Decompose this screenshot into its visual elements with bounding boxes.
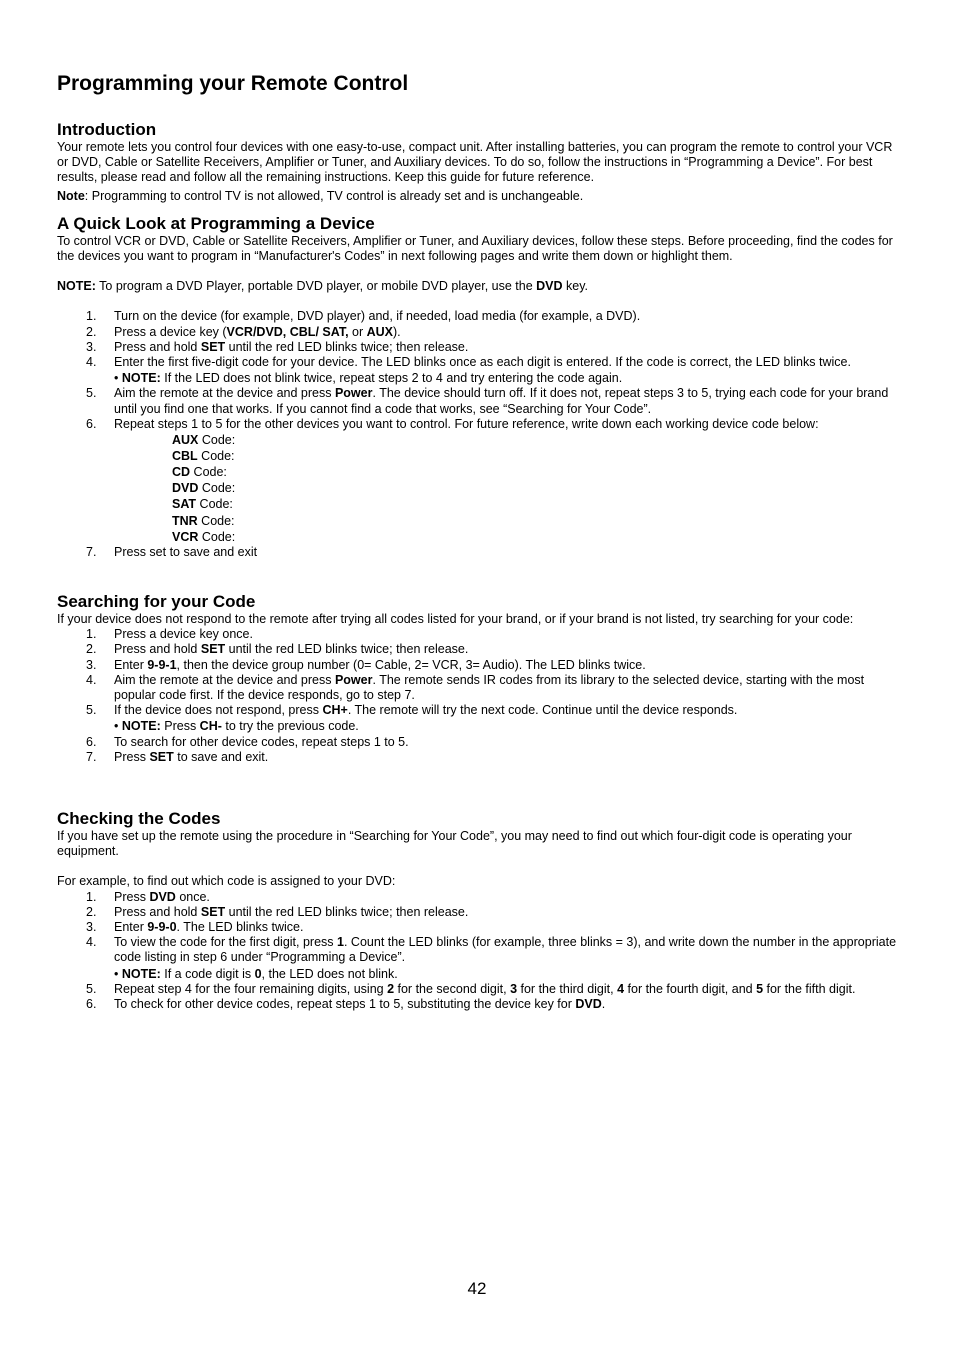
step-number: 4.: [86, 672, 97, 687]
list-item: [57, 309, 897, 324]
step-note: • NOTE: Press CH- to try the previous code.: [114, 719, 359, 734]
list-item: [57, 673, 897, 703]
list-item: [57, 935, 897, 965]
list-item: [57, 325, 897, 340]
device-codes-list: [57, 432, 897, 545]
document-page: [57, 70, 897, 1012]
step-number: 3.: [86, 919, 97, 934]
code-entry-dvd: DVD Code:: [172, 481, 236, 496]
step-text: Aim the remote at the device and press Power. The remote sends IR codes from its library to the selected device, starting with the most popular code first. If the device responds, go to step 7.: [114, 672, 865, 702]
step-number: 3.: [86, 657, 97, 672]
code-entry-vcr: VCR Code:: [172, 529, 236, 544]
introduction-body: Your remote lets you control four devices with one easy-to-use, compact unit. After installing batteries, you can program the remote to control your VCR or DVD, Cable or Satellite Receivers, Amplifier or Tuner, and Auxiliary devices. To do so, follow the instructions in “Programming a Device”. For best results, please read and follow all the remaining instructions. Keep this guide for future reference.: [57, 140, 893, 185]
step-text: Press SET to save and exit.: [114, 749, 269, 764]
step-number: 6.: [86, 734, 97, 749]
checking-steps: [57, 890, 897, 1013]
introduction-section: [57, 120, 897, 204]
step-text: Press and hold SET until the red LED blinks twice; then release.: [114, 904, 469, 919]
step-number: 2.: [86, 324, 97, 339]
step-number: 5.: [86, 703, 97, 718]
list-item: [57, 417, 897, 432]
list-item: [57, 905, 897, 920]
quick-look-heading: A Quick Look at Programming a Device: [57, 213, 375, 233]
quick-look-section: [57, 214, 897, 560]
quick-look-body: To control VCR or DVD, Cable or Satellite Receivers, Amplifier or Tuner, and Auxiliary devices, follow these steps. Before proceeding, find the codes for the devices you want to program in “Manufacturer's Codes” in next following pages and write them down or highlight them.: [57, 233, 893, 264]
list-item: [57, 982, 897, 997]
bullet-icon: •: [114, 371, 119, 386]
step-text: Press a device key once.: [114, 627, 253, 642]
step-text: Enter 9-9-1, then the device group number (0= Cable, 2= VCR, 3= Audio). The LED blinks twice.: [114, 657, 646, 672]
step-text: Press DVD once.: [114, 889, 210, 904]
step-number: 5.: [86, 386, 97, 401]
code-entry-tnr: TNR Code:: [172, 513, 235, 528]
list-item: [57, 627, 897, 642]
note-label: NOTE:: [121, 371, 161, 386]
note-text: : Programming to control TV is not allowed, TV control is already set and is unchangeable.: [84, 188, 584, 203]
step-number: 4.: [86, 935, 97, 950]
code-entry-cbl: CBL Code:: [172, 449, 235, 464]
list-item: [57, 340, 897, 355]
list-item: [57, 545, 897, 560]
list-item: [57, 920, 897, 935]
step-note: • NOTE: If a code digit is 0, the LED does not blink.: [114, 966, 398, 981]
list-item: [57, 386, 897, 416]
checking-heading: Checking the Codes: [57, 808, 221, 828]
list-item: [57, 658, 897, 673]
step-number: 2.: [86, 642, 97, 657]
step-number: 3.: [86, 339, 97, 354]
list-item: [57, 703, 897, 718]
code-entry-aux: AUX Code:: [172, 433, 236, 448]
step-text: Repeat step 4 for the four remaining digits, using 2 for the second digit, 3 for the third digit, 4 for the fourth digit, and 5 for the fifth digit.: [114, 981, 856, 996]
step-note: [57, 371, 897, 386]
searching-steps: [57, 627, 897, 765]
step-number: 5.: [86, 981, 97, 996]
step-number: 1.: [86, 309, 97, 324]
note-text: To program a DVD Player, portable DVD player, or mobile DVD player, use the: [95, 279, 537, 294]
list-item: [57, 642, 897, 657]
note-label: NOTE:: [57, 279, 96, 294]
step-text: Press a device key (VCR/DVD, CBL/ SAT, or AUX).: [114, 324, 401, 339]
list-item: [57, 997, 897, 1012]
step-text: Press and hold SET until the red LED blinks twice; then release.: [114, 642, 469, 657]
step-number: 4.: [86, 355, 97, 370]
dvd-key-label: DVD: [536, 279, 563, 294]
step-text: Turn on the device (for example, DVD player) and, if needed, load media (for example, a DVD).: [114, 309, 641, 324]
note-label: NOTE:: [121, 719, 161, 734]
checking-example: For example, to find out which code is assigned to your DVD:: [57, 874, 396, 889]
step-number: 1.: [86, 627, 97, 642]
step-text: Enter 9-9-0. The LED blinks twice.: [114, 919, 304, 934]
step-number: 1.: [86, 889, 97, 904]
quick-look-steps: [57, 309, 897, 559]
note-label: Note: [57, 188, 85, 203]
step-text: Press set to save and exit: [114, 544, 258, 559]
step-text: Aim the remote at the device and press Power. The device should turn off. If it does not, repeat steps 3 to 5, trying each code for your brand until you find one that works. If you cannot find a code that works, see “Searching for Your Code”.: [114, 386, 889, 416]
step-number: 6.: [86, 416, 97, 431]
searching-heading: Searching for your Code: [57, 591, 256, 611]
bullet-icon: •: [114, 966, 119, 981]
introduction-heading: Introduction: [57, 120, 157, 139]
list-item: [57, 735, 897, 750]
step-text: Enter the first five-digit code for your device. The LED blinks once as each digit is entered. If the code is correct, the LED blinks twice.: [114, 355, 851, 370]
step-number: 7.: [86, 749, 97, 764]
code-entry-cd: CD Code:: [172, 465, 227, 480]
note-text-end: key.: [562, 279, 589, 294]
searching-body: If your device does not respond to the remote after trying all codes listed for your brand, or if your brand is not listed, try searching for your code:: [57, 611, 854, 626]
note-text: If the LED does not blink twice, repeat steps 2 to 4 and try entering the code again.: [160, 371, 623, 386]
page-number: 42: [467, 1279, 487, 1298]
note-label: NOTE:: [121, 966, 161, 981]
checking-section: [57, 809, 897, 1012]
step-number: 6.: [86, 996, 97, 1011]
list-item: [57, 890, 897, 905]
step-text: To view the code for the first digit, press 1. Count the LED blinks (for example, three blinks = 3), and write down the number in the appropriate code listing in step 6 under “Programming a Device”.: [114, 935, 897, 965]
code-entry-sat: SAT Code:: [172, 497, 233, 512]
step-text: Press and hold SET until the red LED blinks twice; then release.: [114, 339, 469, 354]
step-text: Repeat steps 1 to 5 for the other devices you want to control. For future reference, write down each working device code below:: [114, 416, 819, 431]
step-number: 7.: [86, 544, 97, 559]
checking-body: If you have set up the remote using the procedure in “Searching for Your Code”, you may need to find out which four-digit code is operating your equipment.: [57, 828, 852, 859]
searching-section: [57, 592, 897, 765]
step-text: To check for other device codes, repeat steps 1 to 5, substituting the device key for DVD.: [114, 996, 606, 1011]
step-number: 2.: [86, 904, 97, 919]
page-title: Programming your Remote Control: [57, 72, 409, 95]
quick-look-note: [57, 279, 897, 294]
bullet-icon: •: [114, 719, 119, 734]
list-item: [57, 355, 897, 370]
list-item: [57, 750, 897, 765]
step-text: If the device does not respond, press CH+. The remote will try the next code. Continue until the device responds.: [114, 703, 738, 718]
introduction-note: [57, 189, 897, 204]
step-text: To search for other device codes, repeat steps 1 to 5.: [114, 734, 409, 749]
